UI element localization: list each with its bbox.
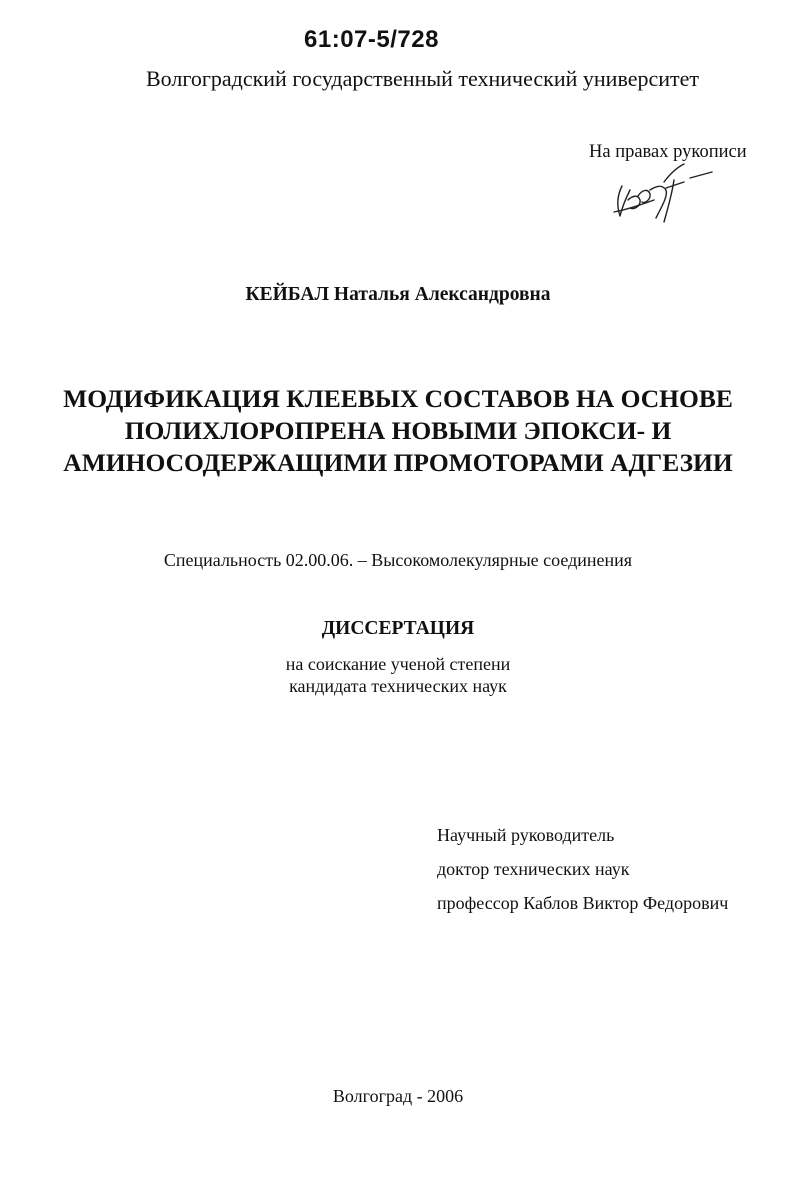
dissertation-title: [0, 383, 796, 479]
rights-note: На правах рукописи: [589, 142, 747, 162]
supervisor-name: профессор Каблов Виктор Федорович: [437, 893, 729, 913]
supervisor-degree: доктор технических наук: [437, 859, 630, 879]
handwritten-signature: [604, 160, 714, 226]
university-name: Волгоградский государственный технический университет: [146, 66, 700, 91]
degree-line-2: кандидата технических наук: [289, 676, 507, 696]
specialty: Специальность 02.00.06. – Высокомолекулярные соединения: [163, 550, 633, 570]
supervisor-block: [437, 818, 728, 920]
degree-statement: [0, 653, 796, 697]
author-name: КЕЙБАЛ Наталья Александровна: [245, 284, 551, 305]
catalog-number: 61:07-5/728: [304, 26, 439, 53]
title-line-2: ПОЛИХЛОРОПРЕНА НОВЫМИ ЭПОКСИ- И: [124, 416, 672, 445]
document-type: ДИССЕРТАЦИЯ: [321, 618, 475, 639]
city-year: Волгоград - 2006: [332, 1086, 464, 1106]
supervisor-role: Научный руководитель: [437, 825, 615, 845]
degree-line-1: на соискание ученой степени: [285, 654, 511, 674]
title-line-1: МОДИФИКАЦИЯ КЛЕЕВЫХ СОСТАВОВ НА ОСНОВЕ: [63, 384, 733, 413]
title-line-3: АМИНОСОДЕРЖАЩИМИ ПРОМОТОРАМИ АДГЕЗИИ: [63, 448, 733, 477]
